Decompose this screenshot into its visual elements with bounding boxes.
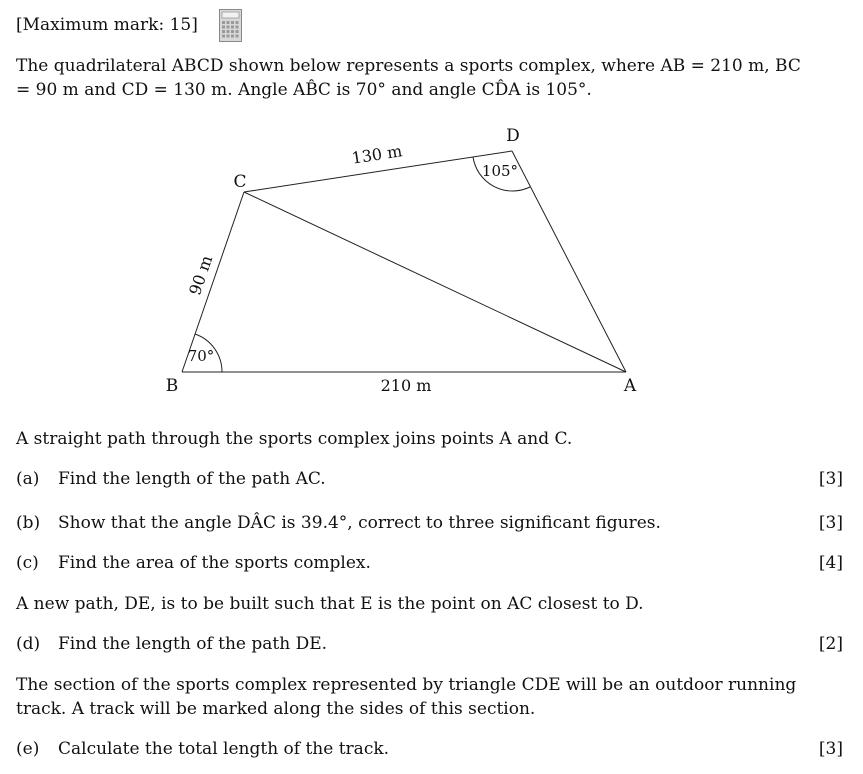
label-C: C [233, 172, 247, 192]
question-d-marks: [2] [818, 634, 843, 654]
label-B: B [165, 376, 179, 396]
quadrilateral-figure [0, 110, 863, 410]
question-c-marks: [4] [818, 553, 843, 573]
question-b-text: Show that the angle DÂC is 39.4°, correct to three significant figures. [58, 513, 661, 533]
question-e-text: Calculate the total length of the track. [58, 739, 390, 759]
paragraph-track-line-2: track. A track will be marked along the sides of this section. [16, 699, 536, 719]
question-a-marks: [3] [818, 469, 843, 489]
paragraph-track-line-1: The section of the sports complex represented by triangle CDE will be an outdoor running [16, 675, 797, 695]
question-a-letter: (a) [16, 469, 40, 489]
paragraph-path-de: A new path, DE, is to be built such that E is the point on AC closest to D. [16, 594, 644, 614]
length-BC: 90 m [185, 252, 217, 298]
diagonal-AC [244, 192, 626, 372]
question-d-letter: (d) [16, 634, 41, 654]
paragraph-path-ac: A straight path through the sports complex joins points A and C. [16, 429, 573, 449]
length-CD: 130 m [350, 141, 404, 168]
question-e-marks: [3] [818, 739, 843, 759]
question-d-text: Find the length of the path DE. [58, 634, 328, 654]
question-e-letter: (e) [16, 739, 40, 759]
length-AB: 210 m [380, 376, 432, 395]
angle-D-label: 105° [481, 162, 519, 180]
angle-B-label: 70° [187, 347, 215, 365]
side-DA [512, 151, 626, 372]
max-mark: [Maximum mark: 15] [16, 15, 198, 35]
intro-line-2: = 90 m and CD = 130 m. Angle AB̂C is 70° and angle CD̂A is 105°. [16, 80, 592, 100]
question-a-text: Find the length of the path AC. [58, 469, 326, 489]
calculator-icon [219, 9, 242, 42]
label-A: A [623, 376, 637, 396]
intro-line-1: The quadrilateral ABCD shown below represents a sports complex, where AB = 210 m, BC [16, 56, 801, 76]
question-b-marks: [3] [818, 513, 843, 533]
question-c-letter: (c) [16, 553, 39, 573]
question-c-text: Find the area of the sports complex. [58, 553, 371, 573]
question-b-letter: (b) [16, 513, 41, 533]
label-D: D [506, 126, 520, 146]
